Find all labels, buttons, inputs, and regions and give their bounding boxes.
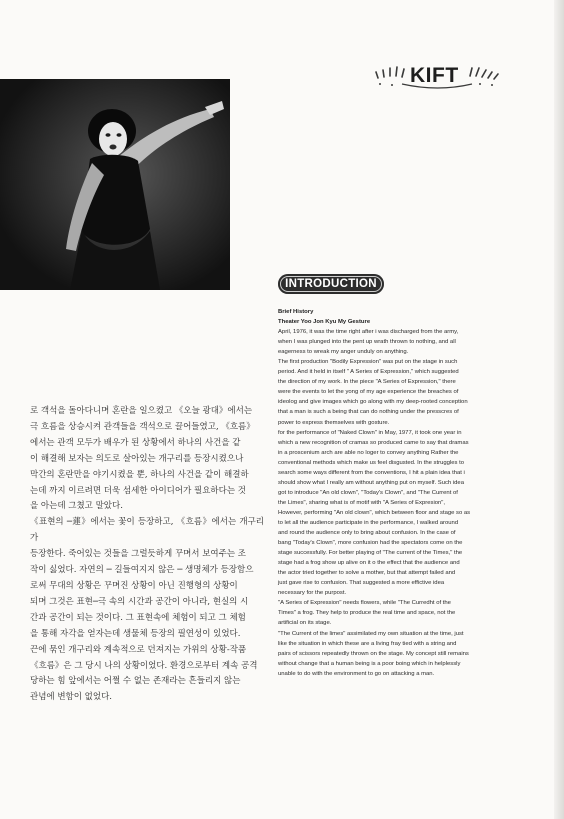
paragraph: "The Current of the limes" assimilated my own situation at the time, just like the situation in which these are a living fray tied with a string and pairs of scissors repeatedly thrown on the stage. My concept still remains without change that a human being is a poor boing which in helplessly unable to do with the environment to go on attacking a man. [278,630,469,677]
paragraph: The first production "Bodily Expression" was put on the stage in such period. And it held in itself " A Series of Expression," which suggested the direction of my work. In the piece "A Series of Expression," there were the events to let the yong of my age experience the breaches of ideolog and give images which go along with my deep-rooted conception that a man is such a being that can do nothing under the presscres of power to express themselves with gosture. [278,359,468,426]
performer-photo [0,79,230,290]
english-body [278,307,540,679]
kift-logo [372,58,504,94]
paragraph: April, 1976, it was the time right after i was discharged from the army, when I was plunged into the pent up wrath thrown to nothing, and all eagerness to wreak my anger unduly on anything. [278,329,459,356]
heading-theater-title: Theater Yoo Jon Kyu My Gesture [278,319,371,326]
paragraph: "A Series of Expression" needs flowers, while "The Curredht of the Times" a frog. They help to produce the real time and space, not the artificial on its stage. [278,600,456,627]
section-badge-introduction: INTRODUCTION [278,274,384,294]
paragraph: for the performance of "Naked Clown" in May, 1977, it took one year in which a new recognition of cramas so produced came to say that dramas in a proscenium arch are able no loger to convey anything Rather the conventional methods which make us feel disgusted. In the struggles to search some ways different from the conventions, I hit a plain idea that i should show what I really am without anything put on myself. Such idea got to introduce "An old clown", "Today's Clown", and "The Current of the Limes", sharing what is of motif with "A Series of Expresion", However, performing "An old clown", which between floor and stage so as to let all the audience participate in the performance, I walked around and round the audience only to bring about confusion. In the case of bang "Today's Clown", more confusion had the spectators come on the stage successfully. For better playing of "The current of the Times," the stage had a frog show up alive on it o the effect that the audience and the actor tried together to solve a mother, but that attempt failed and just gave rise to confusion. That suggested a more effictive idea necessary for the purpost. [278,429,471,597]
logo-text: KIFT [410,64,459,87]
page-edge-shadow [554,0,564,819]
heading-brief-history: Brief History [278,309,314,315]
korean-body-text: 로 객석을 돌아다니며 혼란을 일으켰고 《오늘 광대》에서는 극 흐름을 상승시켜 관객들을 객석으로 끌어들였고, 《흐름》 에서는 관객 모두가 배우가 된 상황에서 하나의 사건을 같 이 해결해 보자는 의도로 살아있는 개구리를 등장시켰으나 막간의 혼란만을 야기시켰을 뿐, 하나의 사건을 같이 해결하 는데 까지 이르려면 더욱 섬세한 아이디어가 필요하다는 것 을 아는데 그쳤고 말았다. 《표현의 ─蓮》에서는 꽃이 등장하고, 《흐름》에서는 개구리가 등장한다. 죽어있는 것들을 그럴듯하게 꾸며서 보여주는 조 작이 싫었다. 자연의 ─ 길들여지지 않은 ─ 생명체가 등장함으 로써 무대의 상황은 꾸며진 상황이 아닌 진행형의 상황이 되며 그것은 표현─극 속의 시간과 공간이 아니라, 현실의 시 간과 공간이 되는 것이다. 그 표현속에 체험이 되고 그 체험 을 통해 자각을 얻자는데 생물체 등장의 필연성이 있었다. 끈에 묶인 개구리와 계속적으로 던져지는 가위의 상황-작품 《흐름》은 그 당시 나의 상황이었다. 환경으로부터 계속 공격 당하는 힘 앞에서는 어쩔 수 없는 존재라는 흔들리지 않는 관념에 변함이 없었다. [30,406,264,703]
